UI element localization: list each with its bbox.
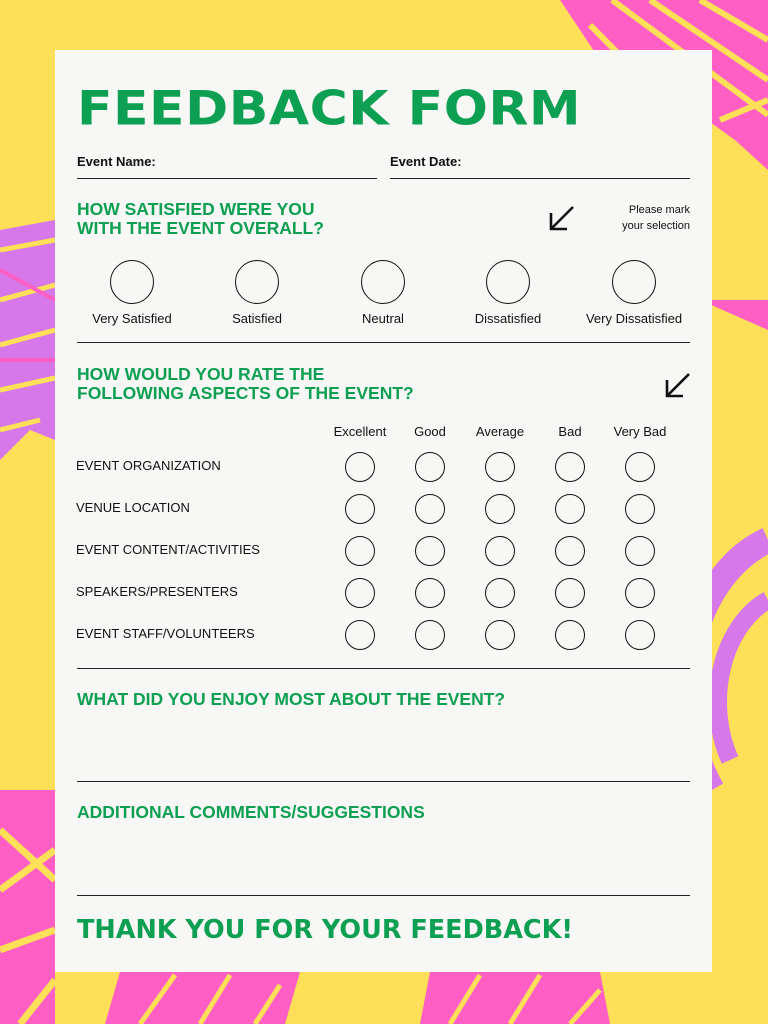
rating-option-row5-col2[interactable] (415, 620, 445, 650)
rating-option-row2-col4[interactable] (555, 494, 585, 524)
satisfaction-label: Dissatisfied (474, 311, 542, 326)
event-date-field[interactable] (390, 178, 690, 179)
rating-column-header: Bad (558, 424, 582, 439)
rating-option-row5-col4[interactable] (555, 620, 585, 650)
rating-column-header: Good (414, 424, 446, 439)
rating-column-header: Very Bad (613, 424, 667, 439)
rating-option-row4-col4[interactable] (555, 578, 585, 608)
rating-option-row5-col1[interactable] (345, 620, 375, 650)
rating-question-title: HOW WOULD YOU RATE THE FOLLOWING ASPECTS OF THE EVENT? (77, 364, 414, 403)
rating-option-row4-col5[interactable] (625, 578, 655, 608)
section-divider (77, 668, 690, 669)
satisfaction-question-title: HOW SATISFIED WERE YOU WITH THE EVENT OVERALL? (77, 199, 324, 238)
rating-row-label: EVENT CONTENT/ACTIVITIES (76, 542, 260, 557)
rating-option-row4-col1[interactable] (345, 578, 375, 608)
arrow-down-left-icon (661, 370, 693, 400)
page-title: FEEDBACK FORM (77, 82, 582, 136)
selection-note (622, 202, 690, 234)
rating-row-label: EVENT ORGANIZATION (76, 458, 221, 473)
rating-option-row2-col2[interactable] (415, 494, 445, 524)
satisfaction-option-very-dissatisfied[interactable] (612, 260, 656, 304)
satisfaction-option-dissatisfied[interactable] (486, 260, 530, 304)
rating-option-row3-col5[interactable] (625, 536, 655, 566)
rating-option-row1-col1[interactable] (345, 452, 375, 482)
rating-option-row4-col3[interactable] (485, 578, 515, 608)
section-divider (77, 342, 690, 343)
feedback-sheet (55, 50, 712, 972)
thank-you-message: THANK YOU FOR YOUR FEEDBACK! (77, 915, 574, 945)
selection-note-text: Please mark your selection (622, 204, 690, 232)
rating-column-header: Average (475, 424, 525, 439)
rating-row-label: EVENT STAFF/VOLUNTEERS (76, 626, 255, 641)
arrow-down-left-icon (545, 203, 577, 233)
rating-row-label: SPEAKERS/PRESENTERS (76, 584, 238, 599)
rating-option-row4-col2[interactable] (415, 578, 445, 608)
rating-option-row5-col5[interactable] (625, 620, 655, 650)
rating-option-row3-col3[interactable] (485, 536, 515, 566)
satisfaction-label: Neutral (362, 311, 404, 326)
satisfaction-label: Very Dissatisfied (585, 311, 683, 326)
event-name-label: Event Name: (77, 154, 156, 169)
event-date-label: Event Date: (390, 154, 462, 169)
satisfaction-label: Satisfied (232, 311, 282, 326)
enjoy-question-title: WHAT DID YOU ENJOY MOST ABOUT THE EVENT? (77, 689, 506, 709)
rating-option-row3-col4[interactable] (555, 536, 585, 566)
comments-question-title: ADDITIONAL COMMENTS/SUGGESTIONS (77, 802, 425, 822)
rating-option-row2-col3[interactable] (485, 494, 515, 524)
satisfaction-option-neutral[interactable] (361, 260, 405, 304)
satisfaction-label: Very Satisfied (92, 311, 172, 326)
comments-answer-area[interactable] (77, 831, 690, 893)
rating-option-row2-col5[interactable] (625, 494, 655, 524)
rating-option-row2-col1[interactable] (345, 494, 375, 524)
rating-column-header: Excellent (333, 424, 387, 439)
rating-row-label: VENUE LOCATION (76, 500, 190, 515)
section-divider (77, 781, 690, 782)
rating-option-row3-col1[interactable] (345, 536, 375, 566)
rating-option-row1-col4[interactable] (555, 452, 585, 482)
enjoy-answer-area[interactable] (77, 718, 690, 780)
section-divider (77, 895, 690, 896)
rating-option-row1-col2[interactable] (415, 452, 445, 482)
satisfaction-option-satisfied[interactable] (235, 260, 279, 304)
satisfaction-option-very-satisfied[interactable] (110, 260, 154, 304)
rating-option-row5-col3[interactable] (485, 620, 515, 650)
event-name-field[interactable] (77, 178, 377, 179)
rating-option-row1-col3[interactable] (485, 452, 515, 482)
rating-option-row3-col2[interactable] (415, 536, 445, 566)
rating-option-row1-col5[interactable] (625, 452, 655, 482)
